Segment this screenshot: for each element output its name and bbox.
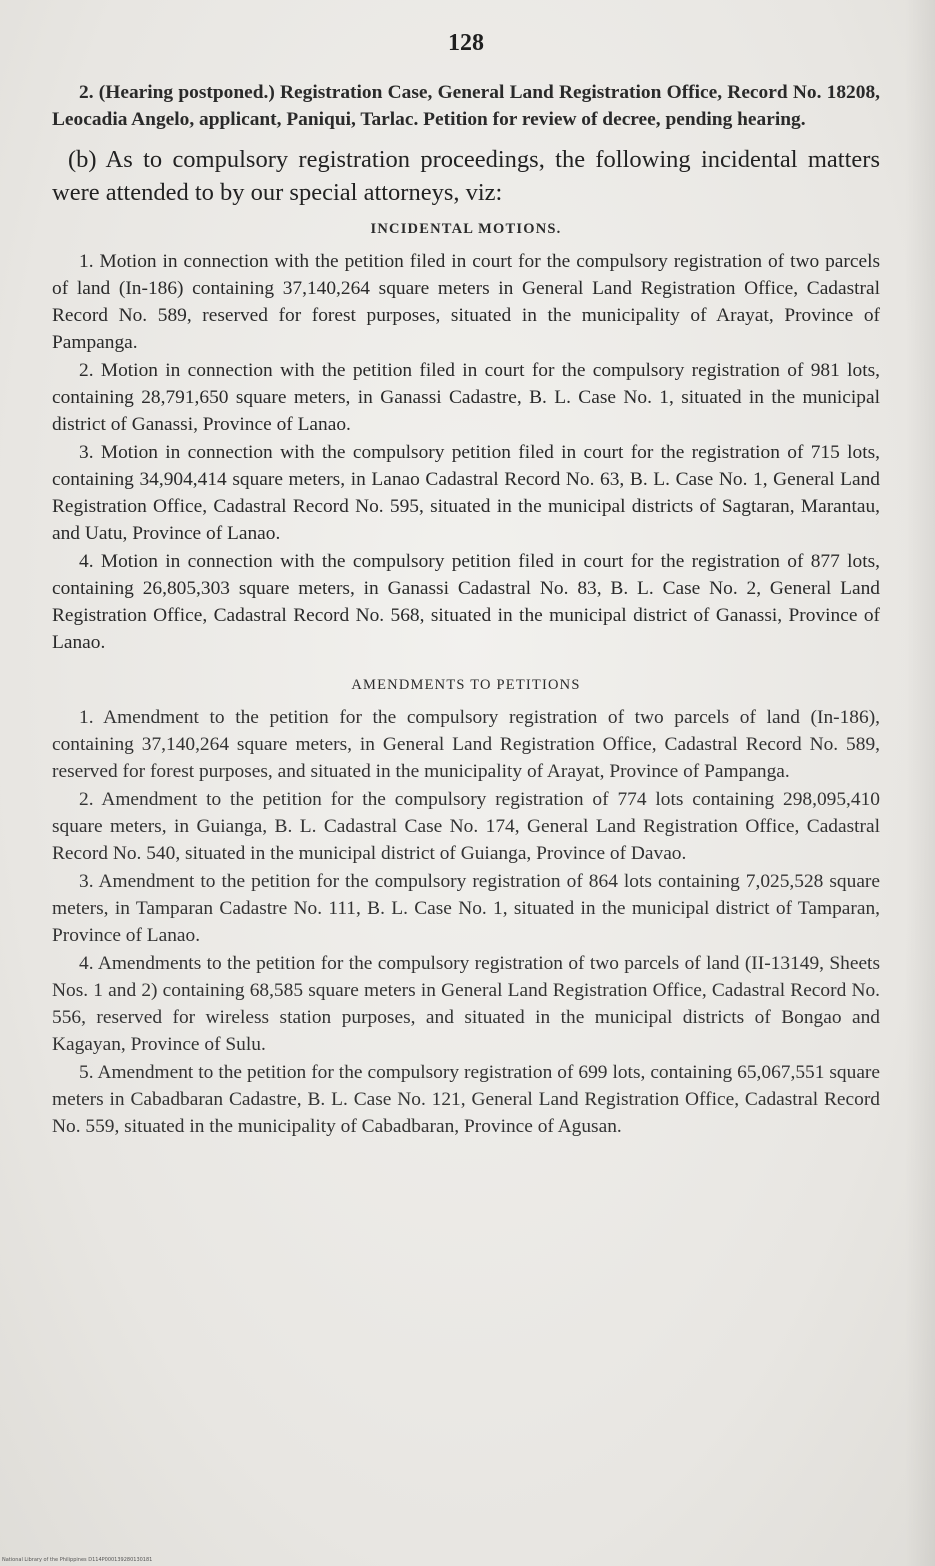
motion-item-3: 3. Motion in connection with the compulsory petition filed in court for the registration of 715 lots, containing 34,904,414 square meters, in Lanao Cadastral Record No. 63, B. L. Case No. 1, General Land Registration Office, Cadastral Record No. 595, situated in the municipal districts of Sagtaran, Marantau, and Uatu, Province of Lanao. xyxy=(52,442,880,544)
hearing-postponed-paragraph: 2. (Hearing postponed.) Registration Case, General Land Registration Office, Record No. 18208, Leocadia Angelo, applicant, Paniqui, Tarlac. Petition for review of decree, pending hearing. xyxy=(52,82,880,130)
amendment-item-1: 1. Amendment to the petition for the compulsory registration of two parcels of land (In-186), containing 37,140,264 square meters, in General Land Registration Office, Cadastral Record No. 589, reserved for forest purposes, and situated in the municipality of Arayat, Province of Pampanga. xyxy=(52,707,880,782)
incidental-motions-list xyxy=(52,248,880,656)
page-edge-shadow xyxy=(905,0,935,1566)
scan-footer-note: National Library of the Philippines D114P000139280130181 xyxy=(2,1557,153,1563)
incidental-motions-heading: INCIDENTAL MOTIONS. xyxy=(370,221,562,237)
motion-item-2: 2. Motion in connection with the petition filed in court for the compulsory registration of 981 lots, containing 28,791,650 square meters, in Ganassi Cadastre, B. L. Case No. 1, situated in the municipal district of Ganassi, Province of Lanao. xyxy=(52,360,880,435)
amendment-item-2: 2. Amendment to the petition for the compulsory registration of 774 lots containing 298,095,410 square meters, in Guianga, B. L. Cadastral Case No. 174, General Land Registration Office, Cadastral Record No. 540, situated in the municipal district of Guianga, Province of Davao. xyxy=(52,789,880,864)
amendment-item-5: 5. Amendment to the petition for the compulsory registration of 699 lots, containing 65,067,551 square meters in Cabadbaran Cadastre, B. L. Case No. 121, General Land Registration Office, Cadastral Record No. 559, situated in the municipality of Cabadbaran, Province of Agusan. xyxy=(52,1062,880,1137)
amendments-list xyxy=(52,704,880,1140)
amendment-item-4: 4. Amendments to the petition for the compulsory registration of two parcels of land (II-13149, Sheets Nos. 1 and 2) containing 68,585 square meters in General Land Registration Office, Cadastral Record No. 556, reserved for wireless station purposes, and situated in the municipal districts of Bongao and Kagayan, Province of Sulu. xyxy=(52,953,880,1055)
motion-item-1: 1. Motion in connection with the petition filed in court for the compulsory registration of two parcels of land (In-186) containing 37,140,264 square meters in General Land Registration Office, Cadastral Record No. 589, reserved for forest purposes, situated in the municipality of Arayat, Province of Pampanga. xyxy=(52,251,880,353)
motion-item-4: 4. Motion in connection with the compulsory petition filed in court for the registration of 877 lots, containing 26,805,303 square meters, in Ganassi Cadastral No. 83, B. L. Case No. 2, General Land Registration Office, Cadastral Record No. 568, situated in the municipal district of Ganassi, Province of Lanao. xyxy=(52,551,880,653)
document-page xyxy=(52,30,880,1141)
amendment-item-3: 3. Amendment to the petition for the compulsory registration of 864 lots containing 7,025,528 square meters, in Tamparan Cadastre No. 111, B. L. Case No. 1, situated in the municipal district of Tamparan, Province of Lanao. xyxy=(52,871,880,946)
section-b-paragraph: (b) As to compulsory registration proceedings, the following incidental matters were attended to by our special attorneys, viz: xyxy=(52,146,880,206)
page-number: 128 xyxy=(448,30,484,56)
amendments-heading: AMENDMENTS TO PETITIONS xyxy=(351,677,581,693)
